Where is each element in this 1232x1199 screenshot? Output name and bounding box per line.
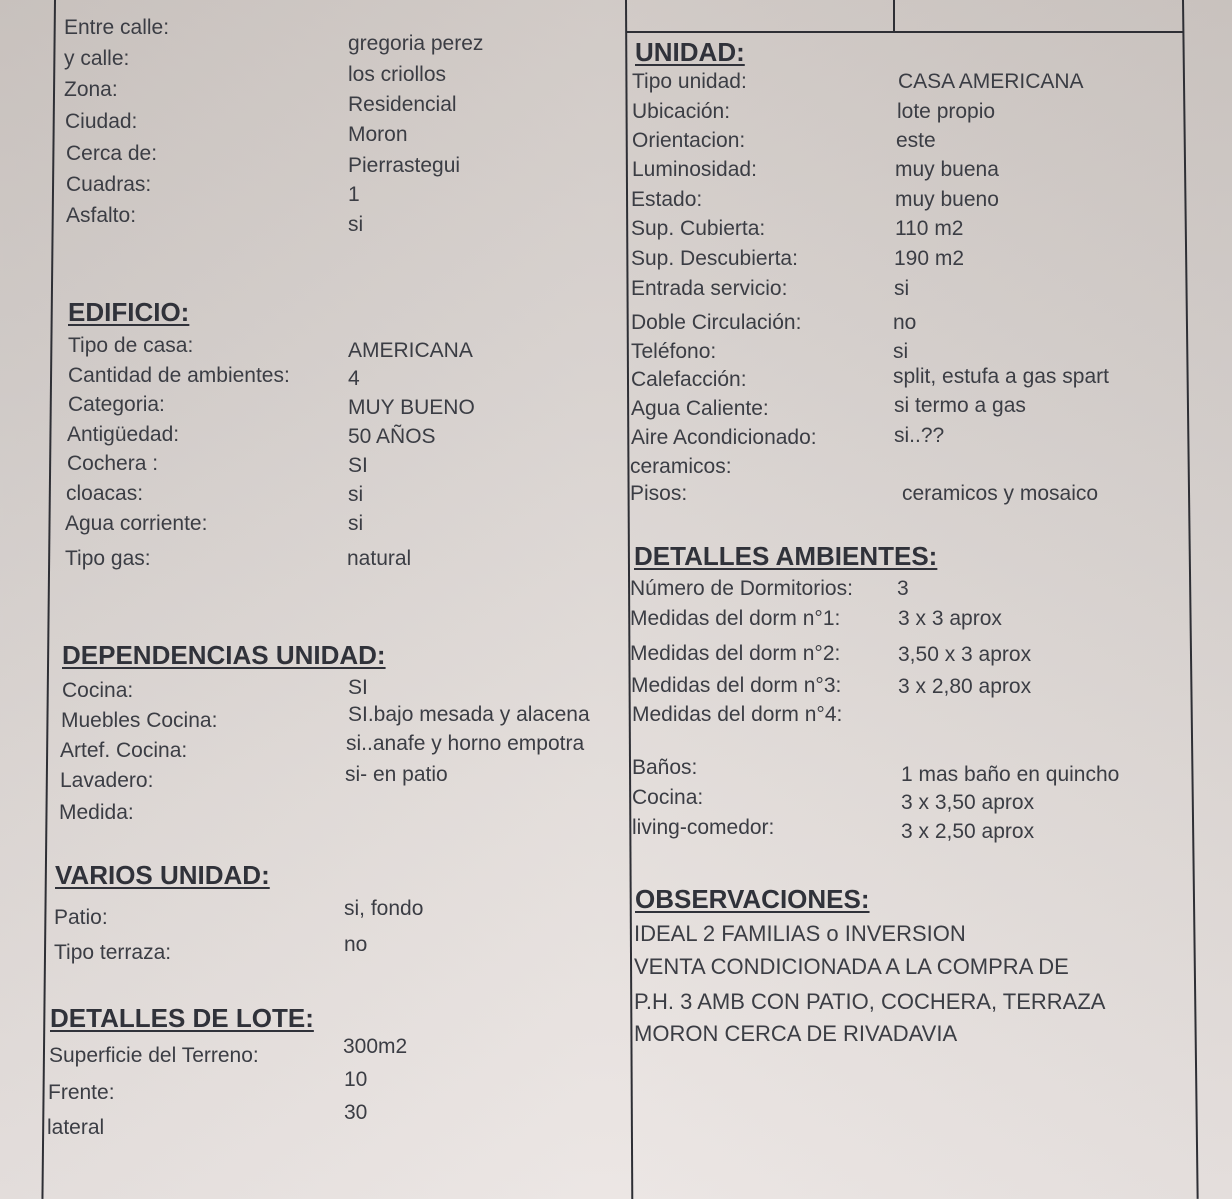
label: Zona:: [64, 78, 118, 101]
lote-heading: DETALLES DE LOTE:: [50, 1003, 314, 1033]
observaciones-heading: OBSERVACIONES:: [635, 884, 870, 914]
label: Entrada servicio:: [631, 277, 788, 300]
label: Estado:: [631, 188, 703, 211]
value: 110 m2: [895, 217, 964, 240]
unidad-top-border: [626, 31, 1184, 33]
value: si: [348, 213, 364, 236]
value: 4: [348, 367, 360, 390]
unidad-heading: UNIDAD:: [635, 37, 745, 67]
value: gregoria perez: [348, 32, 484, 55]
label: Cocina:: [62, 679, 134, 702]
value: si: [893, 340, 909, 363]
value: 50 AÑOS: [348, 425, 436, 448]
right-border: [1182, 0, 1199, 1199]
value: los criollos: [348, 63, 447, 86]
value: ceramicos y mosaico: [902, 482, 1099, 505]
value: Moron: [348, 123, 408, 146]
value: si..??: [894, 424, 945, 447]
label: Número de Dormitorios:: [630, 577, 853, 600]
value: si: [348, 483, 364, 506]
value: MUY BUENO: [348, 396, 475, 419]
value: 3 x 2,80 aprox: [898, 675, 1032, 698]
value: 1: [348, 183, 360, 206]
edificio-heading: EDIFICIO:: [68, 297, 190, 327]
label: Medidas del dorm n°2:: [630, 642, 841, 665]
value: 3,50 x 3 aprox: [898, 643, 1032, 666]
value: 1 mas baño en quincho: [901, 763, 1120, 786]
label: Superficie del Terreno:: [49, 1044, 259, 1067]
value: muy buena: [895, 158, 999, 181]
label: Cochera :: [67, 452, 159, 475]
label: Frente:: [48, 1081, 115, 1104]
label: Calefacción:: [631, 368, 747, 391]
top-cell-divider: [893, 0, 895, 32]
value: 3 x 3,50 aprox: [901, 791, 1035, 814]
value: lote propio: [897, 100, 996, 123]
label: Asfalto:: [66, 204, 137, 227]
label: Luminosidad:: [632, 158, 757, 181]
value: 10: [344, 1068, 368, 1091]
dependencias-heading: DEPENDENCIAS UNIDAD:: [62, 640, 386, 670]
label: Cantidad de ambientes:: [68, 364, 290, 387]
value: si..anafe y horno empotra: [346, 732, 585, 755]
value: 3: [897, 577, 909, 600]
value: SI.bajo mesada y alacena: [348, 703, 590, 726]
value: SI: [348, 454, 368, 477]
varios-heading: VARIOS UNIDAD:: [55, 860, 270, 890]
label: Cocina:: [632, 786, 704, 809]
value: 3 x 3 aprox: [898, 607, 1002, 630]
label: Sup. Descubierta:: [631, 247, 798, 270]
label: Teléfono:: [631, 340, 717, 363]
value: split, estufa a gas spart: [893, 365, 1109, 388]
label: Doble Circulación:: [631, 311, 802, 334]
ambientes-heading: DETALLES AMBIENTES:: [634, 541, 938, 571]
value: muy bueno: [895, 188, 999, 211]
observacion-line-3: P.H. 3 AMB CON PATIO, COCHERA, TERRAZA: [634, 989, 1106, 1014]
value: si: [348, 512, 364, 535]
value: Residencial: [348, 93, 457, 116]
label: Patio:: [54, 906, 108, 929]
label: Orientacion:: [632, 129, 746, 152]
label: Antigüedad:: [67, 423, 180, 446]
label: Baños:: [632, 756, 698, 779]
label: Medida:: [59, 801, 134, 824]
value: CASA AMERICANA: [898, 70, 1084, 93]
value: 190 m2: [894, 247, 965, 270]
label: Pisos:: [630, 482, 688, 505]
label: Aire Acondicionado:: [631, 426, 817, 449]
value: si: [894, 277, 910, 300]
label: ceramicos:: [630, 455, 732, 478]
value: no: [344, 933, 368, 956]
value: si termo a gas: [894, 394, 1026, 417]
label: Tipo terraza:: [54, 941, 172, 964]
label: Muebles Cocina:: [61, 709, 218, 732]
label: Tipo de casa:: [68, 334, 194, 357]
label: Agua Caliente:: [631, 397, 769, 420]
label: Lavadero:: [60, 769, 154, 792]
label: Medidas del dorm n°3:: [631, 674, 842, 697]
value: si- en patio: [345, 763, 448, 786]
label: Medidas del dorm n°1:: [630, 607, 841, 630]
observacion-line-4: MORON CERCA DE RIVADAVIA: [634, 1021, 958, 1046]
label: cloacas:: [66, 482, 144, 505]
value: si, fondo: [344, 897, 424, 920]
value: SI: [348, 676, 368, 699]
label: living-comedor:: [632, 816, 775, 839]
label: y calle:: [64, 47, 130, 70]
label: Tipo gas:: [65, 547, 151, 570]
label: Cerca de:: [66, 142, 158, 165]
label: Ubicación:: [632, 100, 731, 123]
observacion-line-2: VENTA CONDICIONADA A LA COMPRA DE: [634, 954, 1069, 979]
label: Tipo unidad:: [632, 70, 747, 93]
value: 3 x 2,50 aprox: [901, 820, 1035, 843]
value: no: [893, 311, 917, 334]
value: este: [896, 129, 936, 152]
label: Sup. Cubierta:: [631, 217, 766, 240]
label: Agua corriente:: [65, 512, 208, 535]
label: Medidas del dorm n°4:: [632, 703, 843, 726]
observacion-line-1: IDEAL 2 FAMILIAS o INVERSION: [634, 921, 966, 946]
value: 300m2: [343, 1035, 408, 1058]
label: lateral: [47, 1116, 105, 1139]
label: Cuadras:: [66, 173, 152, 196]
label: Categoria:: [68, 393, 165, 416]
value: 30: [344, 1101, 368, 1124]
value: AMERICANA: [348, 339, 473, 362]
label: Artef. Cocina:: [60, 739, 188, 762]
label: Entre calle:: [64, 16, 170, 39]
label: Ciudad:: [65, 110, 138, 133]
value: Pierrastegui: [348, 154, 461, 177]
value: natural: [347, 547, 412, 570]
